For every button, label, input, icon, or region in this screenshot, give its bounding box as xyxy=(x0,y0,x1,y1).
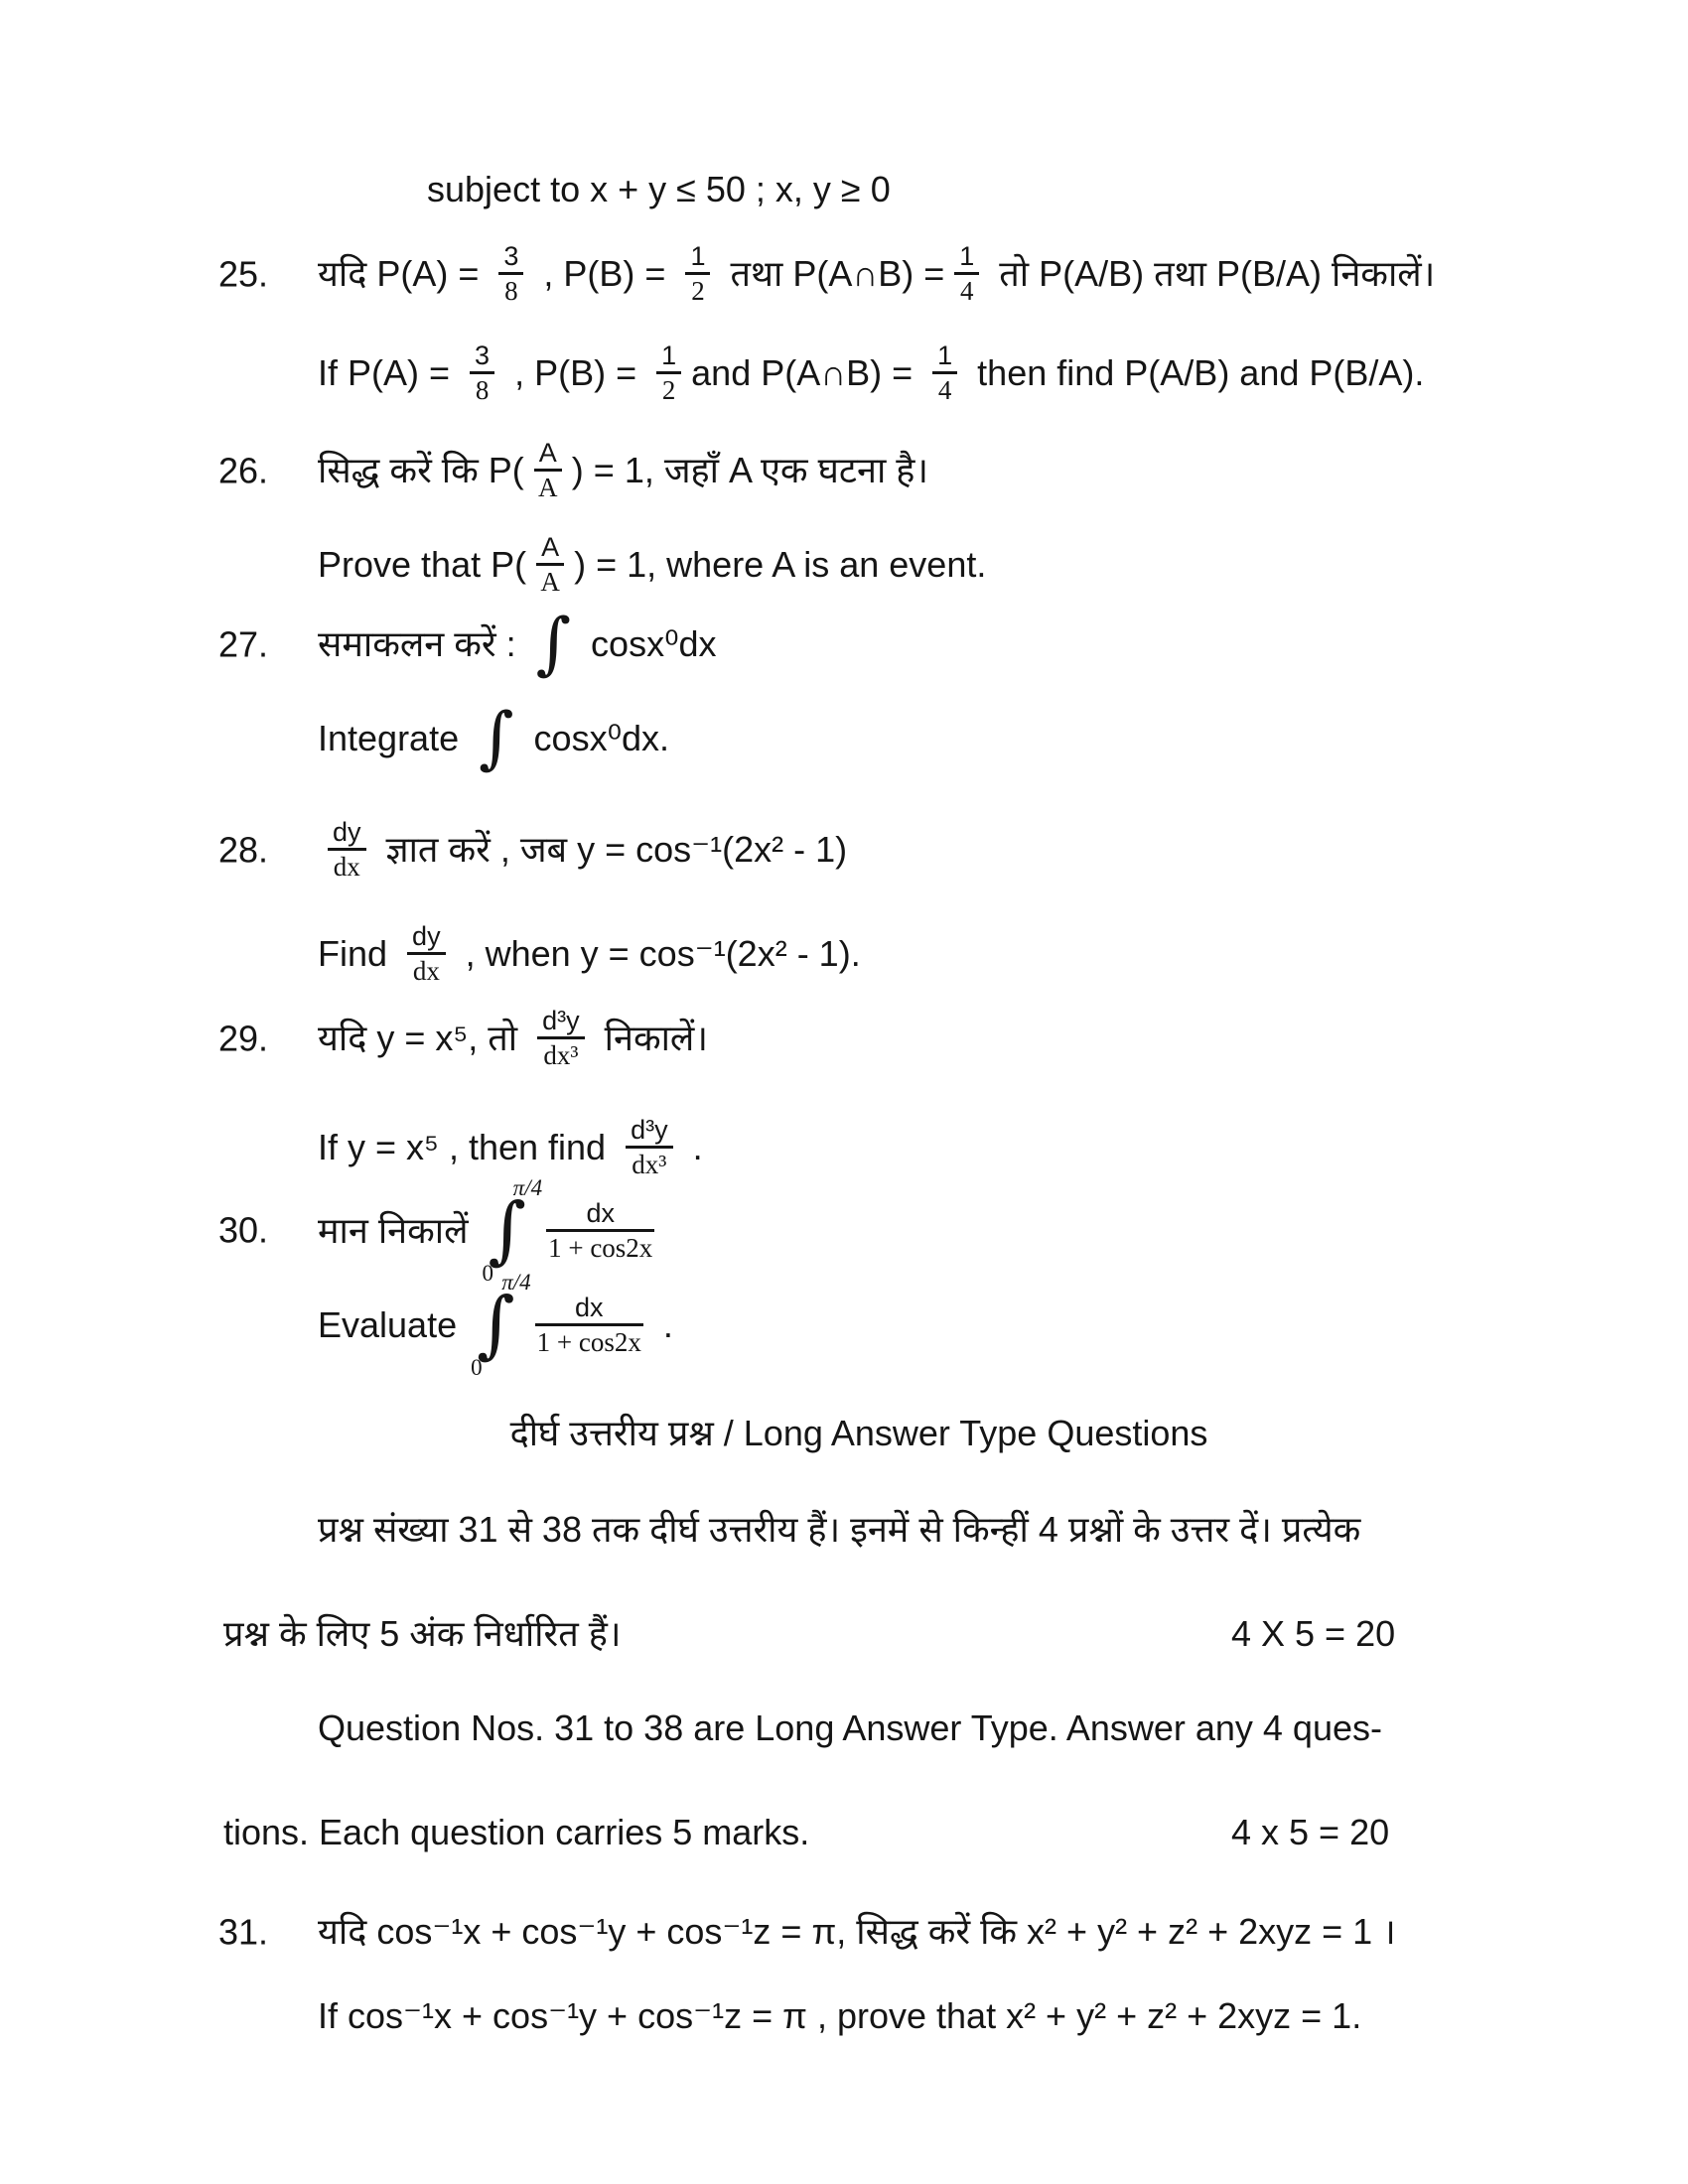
q29-hindi-line xyxy=(218,1007,1499,1070)
question-number: 25. xyxy=(218,253,269,295)
integral-upper-limit: π/4 xyxy=(512,1175,543,1200)
fraction-denominator: A xyxy=(538,473,558,503)
question-text xyxy=(318,1909,1396,1954)
fraction-denominator: A xyxy=(540,567,560,598)
constraint-text: subject to x + y ≤ 50 ; x, y ≥ 0 xyxy=(427,169,891,209)
formula-text: ज्ञात करें , जब y = cos⁻¹(2x² - 1) xyxy=(375,829,848,871)
formula-text: . xyxy=(652,1303,673,1345)
formula-text: यदि P(A) = xyxy=(318,253,490,295)
formula-text: Prove that P( xyxy=(318,544,527,586)
fraction-denominator: dx xyxy=(412,956,440,987)
formula-text: ) = 1, जहाँ A एक घटना है। xyxy=(571,450,929,491)
fraction-numerator: dx xyxy=(586,1197,615,1228)
q30-hindi-line xyxy=(218,1176,1499,1285)
fraction-numerator: 1 xyxy=(661,341,677,370)
integral-glyph: ∫ xyxy=(479,699,514,777)
question-text xyxy=(318,1007,708,1070)
fraction-bar xyxy=(498,272,523,275)
question-number: 30. xyxy=(218,1209,269,1251)
formula-text: then find P(A/B) and P(B/A). xyxy=(967,352,1425,394)
question-number: 29. xyxy=(218,1018,269,1059)
fraction-bar xyxy=(656,371,681,374)
q31-hindi-line xyxy=(218,1909,1499,1954)
q30-english-line xyxy=(218,1271,1499,1379)
fraction xyxy=(537,1007,585,1070)
formula-text: मान निकालें xyxy=(318,1209,479,1251)
integral-glyph: ∫ xyxy=(535,605,572,683)
fraction-bar xyxy=(546,1229,654,1232)
fraction-bar xyxy=(537,1036,585,1039)
integral-lower-limit: 0 xyxy=(482,1260,494,1286)
integral-sign xyxy=(482,1175,543,1286)
integral-glyph: ∫ xyxy=(477,1282,515,1367)
fraction-numerator: A xyxy=(538,438,557,468)
fraction-denominator: dx xyxy=(333,852,360,883)
fraction xyxy=(328,818,366,882)
question-text xyxy=(318,605,717,683)
formula-text: Find xyxy=(318,933,398,975)
fraction-denominator: 2 xyxy=(661,375,676,406)
fraction-numerator: 3 xyxy=(503,241,519,271)
constraint-line xyxy=(427,167,1499,211)
question-text xyxy=(318,1993,1361,2038)
formula-text: cosx⁰dx. xyxy=(523,718,670,759)
formula-text: तो P(A/B) तथा P(B/A) निकालें। xyxy=(989,253,1436,295)
fraction-denominator: 1 + cos2x xyxy=(548,1232,653,1263)
fraction-bar xyxy=(470,371,494,374)
formula-text: Evaluate xyxy=(318,1303,468,1345)
question-text xyxy=(318,818,847,882)
q31-english-line xyxy=(218,1993,1499,2038)
fraction-numerator: 3 xyxy=(475,341,491,370)
fraction xyxy=(626,1116,673,1179)
q25-hindi-line xyxy=(218,242,1499,306)
formula-text: समाकलन करें : xyxy=(318,623,526,665)
instruction-text: tions. Each question carries 5 marks. xyxy=(223,1812,810,1852)
fraction-denominator: 8 xyxy=(504,276,518,307)
formula-text: and P(A∩B) = xyxy=(691,352,923,394)
fraction-bar xyxy=(534,469,562,472)
fraction xyxy=(534,439,562,502)
q27-hindi-line xyxy=(218,605,1499,683)
formula-text: सिद्ध करें कि P( xyxy=(318,450,524,491)
q26-english-line xyxy=(218,533,1499,597)
fraction-bar xyxy=(685,272,710,275)
formula-text: If cos⁻¹x + cos⁻¹y + cos⁻¹z = π , prove that x² + y² + z² + 2xyz = 1. xyxy=(318,1995,1362,2036)
fraction xyxy=(470,341,494,405)
formula-text: If y = x⁵ , then find xyxy=(318,1127,617,1168)
formula-text: , P(B) = xyxy=(533,253,676,295)
fraction-numerator: dx xyxy=(575,1292,604,1322)
fraction xyxy=(546,1199,654,1263)
fraction-denominator: dx³ xyxy=(632,1150,667,1180)
integral-upper-limit: π/4 xyxy=(501,1270,531,1295)
q26-hindi-line xyxy=(218,439,1499,502)
fraction xyxy=(407,922,446,986)
formula-text: ) = 1, where A is an event. xyxy=(574,544,987,586)
question-text xyxy=(318,1116,703,1179)
fraction-numerator: dy xyxy=(412,921,441,951)
fraction xyxy=(932,341,957,405)
instruction-text: Question Nos. 31 to 38 are Long Answer Type. Answer any 4 ques- xyxy=(318,1707,1382,1748)
q29-english-line xyxy=(218,1116,1499,1179)
formula-text: cosx⁰dx xyxy=(581,623,717,665)
fraction-bar xyxy=(535,1323,643,1326)
formula-text: , when y = cos⁻¹(2x² - 1). xyxy=(455,933,861,975)
fraction xyxy=(656,341,681,405)
english-marks: 4 x 5 = 20 xyxy=(1231,1812,1390,1852)
q25-english-line xyxy=(218,341,1499,405)
question-number: 27. xyxy=(218,623,269,665)
instruction-text: प्रश्न संख्या 31 से 38 तक दीर्घ उत्तरीय हैं। इनमें से किन्हीं 4 प्रश्नों के उत्तर दें। प्रत्येक xyxy=(318,1509,1361,1550)
fraction-bar xyxy=(932,371,957,374)
fraction-denominator: 8 xyxy=(475,375,490,406)
fraction xyxy=(498,242,523,306)
fraction-bar xyxy=(407,952,446,955)
q27-english-line xyxy=(218,699,1499,777)
fraction xyxy=(536,533,564,597)
section-heading xyxy=(218,1411,1499,1455)
q28-hindi-line xyxy=(218,818,1499,882)
formula-text: निकालें। xyxy=(594,1018,708,1059)
integral-sign xyxy=(479,699,514,777)
fraction-denominator: dx³ xyxy=(543,1040,579,1071)
formula-text: . xyxy=(682,1127,703,1168)
question-text xyxy=(318,439,928,502)
english-instructions-line1 xyxy=(318,1706,1499,1750)
formula-text: यदि cos⁻¹x + cos⁻¹y + cos⁻¹z = π, सिद्ध करें कि x² + y² + z² + 2xyz = 1 । xyxy=(318,1911,1396,1952)
fraction-numerator: dy xyxy=(333,817,361,847)
fraction-numerator: 1 xyxy=(690,241,706,271)
formula-text: तथा P(A∩B) = xyxy=(720,253,945,295)
fraction-numerator: 1 xyxy=(937,341,953,370)
instruction-text: प्रश्न के लिए 5 अंक निर्धारित हैं। xyxy=(223,1613,622,1654)
formula-text: Integrate xyxy=(318,718,470,759)
hindi-marks: 4 X 5 = 20 xyxy=(1231,1613,1396,1654)
fraction-bar xyxy=(954,272,979,275)
fraction-denominator: 4 xyxy=(937,375,952,406)
fraction-denominator: 2 xyxy=(691,276,705,307)
formula-text: If P(A) = xyxy=(318,352,461,394)
question-number: 28. xyxy=(218,829,269,871)
fraction-bar xyxy=(328,848,366,851)
question-text xyxy=(318,699,670,777)
hindi-instructions-line1 xyxy=(318,1507,1499,1552)
formula-text: यदि y = x⁵, तो xyxy=(318,1018,528,1059)
question-number: 26. xyxy=(218,450,269,491)
integral-glyph: ∫ xyxy=(488,1187,527,1273)
question-text xyxy=(318,533,986,597)
english-instructions-line2 xyxy=(223,1810,1499,1854)
question-text xyxy=(318,341,1424,405)
fraction xyxy=(535,1294,643,1357)
section-heading-text: दीर्घ उत्तरीय प्रश्न / Long Answer Type Questions xyxy=(509,1413,1208,1453)
question-text xyxy=(318,242,1435,306)
integral-sign xyxy=(535,605,572,683)
question-text xyxy=(318,922,861,986)
fraction-bar xyxy=(626,1146,673,1149)
formula-text: , P(B) = xyxy=(504,352,647,394)
integral-lower-limit: 0 xyxy=(471,1354,483,1380)
hindi-instructions-line2 xyxy=(223,1611,1499,1656)
question-text xyxy=(318,1271,673,1379)
question-text xyxy=(318,1176,664,1285)
fraction-denominator: 1 + cos2x xyxy=(536,1326,641,1357)
fraction-numerator: d³y xyxy=(542,1006,580,1035)
fraction xyxy=(954,242,979,306)
question-number: 31. xyxy=(218,1911,269,1952)
fraction-denominator: 4 xyxy=(960,276,974,307)
fraction-numerator: 1 xyxy=(959,241,975,271)
integral-sign xyxy=(471,1270,531,1380)
fraction xyxy=(685,242,710,306)
fraction-numerator: A xyxy=(541,532,560,562)
q28-english-line xyxy=(218,922,1499,986)
fraction-bar xyxy=(536,563,564,566)
fraction-numerator: d³y xyxy=(631,1115,668,1145)
